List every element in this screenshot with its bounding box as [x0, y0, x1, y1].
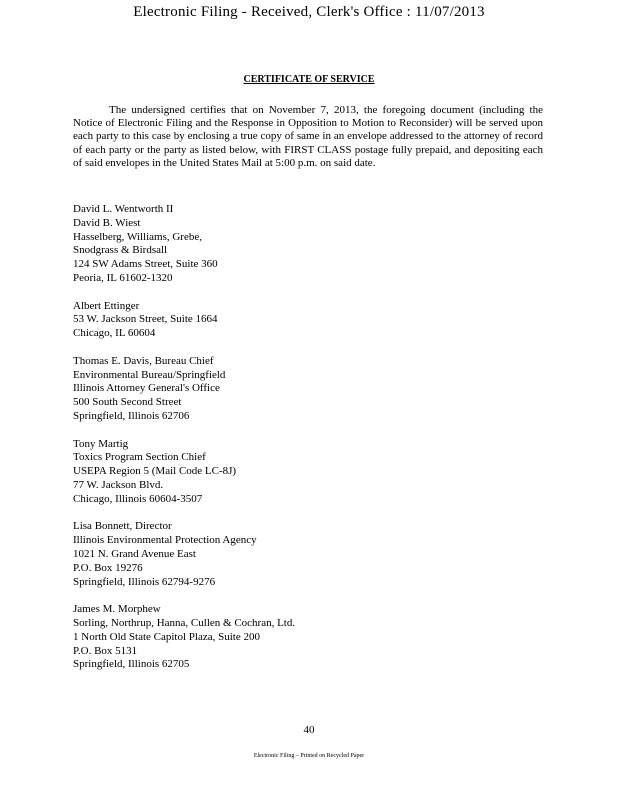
address-block [73, 300, 373, 341]
address-line: James M. Morphew [73, 603, 161, 616]
address-line: Illinois Attorney General's Office [73, 382, 220, 395]
address-line: Peoria, IL 61602-1320 [73, 271, 173, 284]
document-title-text: CERTIFICATE OF SERVICE [243, 74, 375, 85]
address-line: Illinois Environmental Protection Agency [73, 534, 257, 547]
address-line: 124 SW Adams Street, Suite 360 [73, 258, 218, 271]
address-line: Thomas E. Davis, Bureau Chief [73, 354, 214, 367]
address-line: Environmental Bureau/Springfield [73, 368, 226, 381]
address-line: Springfield, Illinois 62706 [73, 409, 190, 422]
address-line: Toxics Program Section Chief [73, 451, 206, 464]
page-number: 40 [303, 724, 315, 736]
address-line: Springfield, Illinois 62705 [73, 658, 190, 671]
address-line: USEPA Region 5 (Mail Code LC-8J) [73, 465, 237, 478]
address-line: P.O. Box 5131 [73, 644, 138, 657]
address-line: Springfield, Illinois 62794-9276 [73, 575, 216, 588]
address-block [73, 438, 373, 507]
address-line: 1021 N. Grand Avenue East [73, 547, 196, 560]
address-line: Snodgrass & Birdsall [73, 244, 168, 257]
certification-paragraph: The undersigned certifies that on November 7, 2013, the foregoing document (including the Notice of Electronic Filing and the Response in Opposition to Motion to Reconsider) will be served upon each party to this case by enclosing a true copy of same in an envelope addressed to the attorney of record of each party or the party as listed below, with FIRST CLASS postage fully prepaid, and depositing each of said envelopes in the United States Mail at 5:00 p.m. on said date. [73, 104, 543, 169]
address-line: Chicago, Illinois 60604-3507 [73, 492, 203, 505]
address-block [73, 203, 373, 286]
address-block [73, 520, 373, 589]
address-line: 1 North Old State Capitol Plaza, Suite 200 [73, 630, 260, 643]
address-line: 53 W. Jackson Street, Suite 1664 [73, 313, 218, 326]
service-list [73, 203, 373, 686]
document-title [0, 74, 618, 85]
address-block [73, 603, 373, 672]
address-block [73, 355, 373, 424]
address-line: David B. Wiest [73, 216, 141, 229]
filing-header: Electronic Filing - Received, Clerk's Office : 11/07/2013 [133, 4, 485, 20]
address-line: David L. Wentworth II [73, 203, 174, 215]
address-line: 77 W. Jackson Blvd. [73, 478, 164, 491]
address-line: Hasselberg, Williams, Grebe, [73, 230, 202, 243]
address-line: Tony Martig [73, 437, 129, 450]
address-line: Albert Ettinger [73, 299, 140, 312]
address-line: Chicago, IL 60604 [73, 327, 156, 340]
page-footer: Electronic Filing – Printed on Recycled Paper [253, 753, 365, 759]
address-line: Sorling, Northrup, Hanna, Cullen & Cochran, Ltd. [73, 616, 296, 629]
address-line: Lisa Bonnett, Director [73, 520, 172, 533]
address-line: 500 South Second Street [73, 396, 182, 409]
address-line: P.O. Box 19276 [73, 561, 143, 574]
